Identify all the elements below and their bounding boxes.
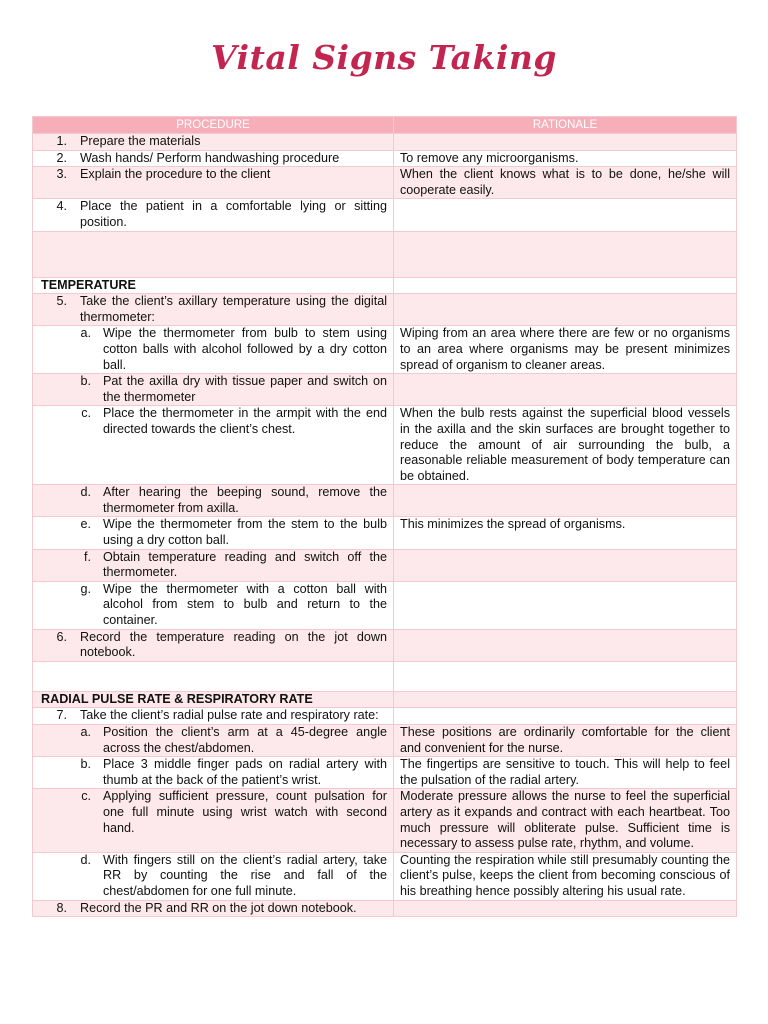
- procedure-cell: [33, 134, 394, 151]
- table-row: [33, 374, 737, 406]
- sub-step-letter: a.: [80, 725, 91, 739]
- rationale-text: To remove any microorganisms.: [400, 150, 579, 165]
- rationale-cell: [394, 900, 737, 917]
- rationale-cell: [394, 581, 737, 629]
- procedure-cell: [33, 150, 394, 167]
- procedure-header: PROCEDURE: [33, 117, 394, 134]
- table-row: [33, 517, 737, 549]
- rationale-cell: [394, 150, 737, 167]
- step-number: 5.: [56, 294, 67, 309]
- table-row: [33, 231, 737, 277]
- table-row: [33, 581, 737, 629]
- rationale-cell: [394, 294, 737, 326]
- step-text: Record the PR and RR on the jot down notebook.: [80, 900, 357, 915]
- table-row: [33, 167, 737, 199]
- sub-step-letter: d.: [80, 852, 91, 867]
- rationale-cell: [394, 517, 737, 549]
- procedure-cell: [33, 199, 394, 231]
- procedure-cell: [33, 757, 394, 789]
- procedure-cell: [33, 231, 394, 277]
- rationale-cell: [394, 852, 737, 900]
- sub-step-text: Applying sufficient pressure, count pulsation for one full minute using wrist watch with second hand.: [103, 789, 387, 835]
- table-row: [33, 725, 737, 757]
- table-header-row: [33, 117, 737, 134]
- procedure-cell: [33, 277, 394, 294]
- step-number: 7.: [56, 708, 67, 723]
- rationale-cell: [394, 374, 737, 406]
- rationale-cell: [394, 277, 737, 294]
- rationale-cell: [394, 231, 737, 277]
- sub-step-text: Wipe the thermometer from the stem to the bulb using a dry cotton ball.: [103, 517, 387, 548]
- sub-step-letter: e.: [80, 517, 91, 532]
- rationale-header: RATIONALE: [394, 117, 737, 134]
- rationale-cell: [394, 167, 737, 199]
- table-row: [33, 708, 737, 725]
- sub-step-letter: c.: [81, 406, 91, 421]
- table-row: [33, 406, 737, 485]
- sub-step-letter: g.: [80, 581, 91, 596]
- procedure-table: [32, 116, 737, 917]
- step-number: 1.: [56, 134, 67, 148]
- procedure-cell: [33, 852, 394, 900]
- procedure-cell: [33, 725, 394, 757]
- sub-step-letter: c.: [81, 789, 91, 804]
- rationale-text: When the bulb rests against the superficial blood vessels in the axilla and the skin surfaces are brought together to reduce the amount of air surrounding the bulb, a reasonable reliable measurement of body temperature can be obtained.: [400, 406, 730, 483]
- rationale-cell: [394, 789, 737, 852]
- sub-step-text: Pat the axilla dry with tissue paper and switch on the thermometer: [103, 374, 387, 404]
- sub-step-letter: f.: [84, 549, 91, 564]
- rationale-text: These positions are ordinarily comfortable for the client and convenient for the nurse.: [400, 725, 730, 755]
- procedure-cell: [33, 900, 394, 917]
- sub-step-letter: a.: [80, 326, 91, 341]
- rationale-cell: [394, 406, 737, 485]
- step-text: Explain the procedure to the client: [80, 167, 271, 182]
- rationale-cell: [394, 199, 737, 231]
- procedure-cell: [33, 485, 394, 517]
- table-row: [33, 852, 737, 900]
- page-title: Vital Signs Taking: [211, 38, 557, 77]
- procedure-cell: [33, 549, 394, 581]
- sub-step-text: Obtain temperature reading and switch off the thermometer.: [103, 549, 387, 580]
- table-row: [33, 485, 737, 517]
- step-number: 8.: [56, 900, 67, 915]
- sub-step-letter: d.: [80, 485, 91, 500]
- rationale-text: Counting the respiration while still presumably counting the client’s pulse, keeps the client from becoming conscious of his breathing hence possibly altering his usual rate.: [400, 852, 730, 898]
- rationale-cell: [394, 757, 737, 789]
- rationale-text: The fingertips are sensitive to touch. This will help to feel the pulsation of the radial artery.: [400, 757, 730, 787]
- step-number: 2.: [56, 150, 67, 165]
- table-row: [33, 294, 737, 326]
- procedure-cell: [33, 691, 394, 708]
- table-row: [33, 277, 737, 294]
- table-row: [33, 691, 737, 708]
- table-row: [33, 134, 737, 151]
- table-row: [33, 629, 737, 661]
- sub-step-letter: b.: [80, 374, 91, 389]
- rationale-text: This minimizes the spread of organisms.: [400, 517, 626, 532]
- step-text: Record the temperature reading on the jot down notebook.: [80, 629, 387, 660]
- table-row: [33, 757, 737, 789]
- rationale-text: When the client knows what is to be done, he/she will cooperate easily.: [400, 167, 730, 197]
- step-number: 6.: [56, 629, 67, 644]
- table-row: [33, 900, 737, 917]
- procedure-cell: [33, 517, 394, 549]
- sub-step-text: Position the client’s arm at a 45-degree angle across the chest/abdomen.: [103, 725, 387, 755]
- table-row: [33, 661, 737, 691]
- step-text: Prepare the materials: [80, 134, 201, 148]
- procedure-cell: [33, 581, 394, 629]
- step-text: Wash hands/ Perform handwashing procedure: [80, 150, 340, 165]
- sub-step-text: Place 3 middle finger pads on radial artery with thumb at the back of the patient’s wrist.: [103, 757, 387, 787]
- sub-step-letter: b.: [80, 757, 91, 772]
- step-number: 3.: [56, 167, 67, 182]
- sub-step-text: Wipe the thermometer from bulb to stem using cotton balls with alcohol followed by a dry cotton ball.: [103, 326, 387, 372]
- sub-step-text: After hearing the beeping sound, remove the thermometer from axilla.: [103, 485, 387, 515]
- procedure-cell: [33, 708, 394, 725]
- rationale-cell: [394, 661, 737, 691]
- procedure-cell: [33, 629, 394, 661]
- table-row: [33, 150, 737, 167]
- procedure-cell: [33, 406, 394, 485]
- procedure-cell: [33, 661, 394, 691]
- table-row: [33, 789, 737, 852]
- step-text: Take the client’s axillary temperature using the digital thermometer:: [80, 294, 387, 324]
- procedure-cell: [33, 374, 394, 406]
- step-text: Take the client’s radial pulse rate and respiratory rate:: [80, 708, 379, 723]
- rationale-cell: [394, 326, 737, 374]
- rationale-text: Moderate pressure allows the nurse to feel the superficial artery as it expands and contract with each heartbeat. Too much pressure will obliterate pulse. Sufficient time is necessary to assess pulse rate, rhythm, and volume.: [400, 789, 730, 851]
- section-heading: TEMPERATURE: [41, 277, 136, 292]
- step-text: Place the patient in a comfortable lying or sitting position.: [80, 199, 387, 229]
- rationale-cell: [394, 549, 737, 581]
- rationale-cell: [394, 485, 737, 517]
- section-heading: RADIAL PULSE RATE & RESPIRATORY RATE: [41, 691, 313, 706]
- rationale-cell: [394, 134, 737, 151]
- rationale-cell: [394, 629, 737, 661]
- step-number: 4.: [56, 199, 67, 214]
- rationale-cell: [394, 708, 737, 725]
- table-row: [33, 549, 737, 581]
- table-row: [33, 199, 737, 231]
- rationale-cell: [394, 691, 737, 708]
- rationale-cell: [394, 725, 737, 757]
- procedure-cell: [33, 789, 394, 852]
- sub-step-text: Place the thermometer in the armpit with the end directed towards the client’s chest.: [103, 406, 387, 436]
- procedure-cell: [33, 167, 394, 199]
- procedure-cell: [33, 326, 394, 374]
- table-row: [33, 326, 737, 374]
- sub-step-text: With fingers still on the client’s radial artery, take RR by counting the rise and fall of the chest/abdomen for one full minute.: [103, 852, 387, 898]
- rationale-text: Wiping from an area where there are few or no organisms to an area where organisms may be present minimizes spread of organism to cleaner areas.: [400, 326, 730, 372]
- procedure-cell: [33, 294, 394, 326]
- sub-step-text: Wipe the thermometer with a cotton ball with alcohol from stem to bulb and return to the container.: [103, 581, 387, 628]
- table-body: [33, 134, 737, 917]
